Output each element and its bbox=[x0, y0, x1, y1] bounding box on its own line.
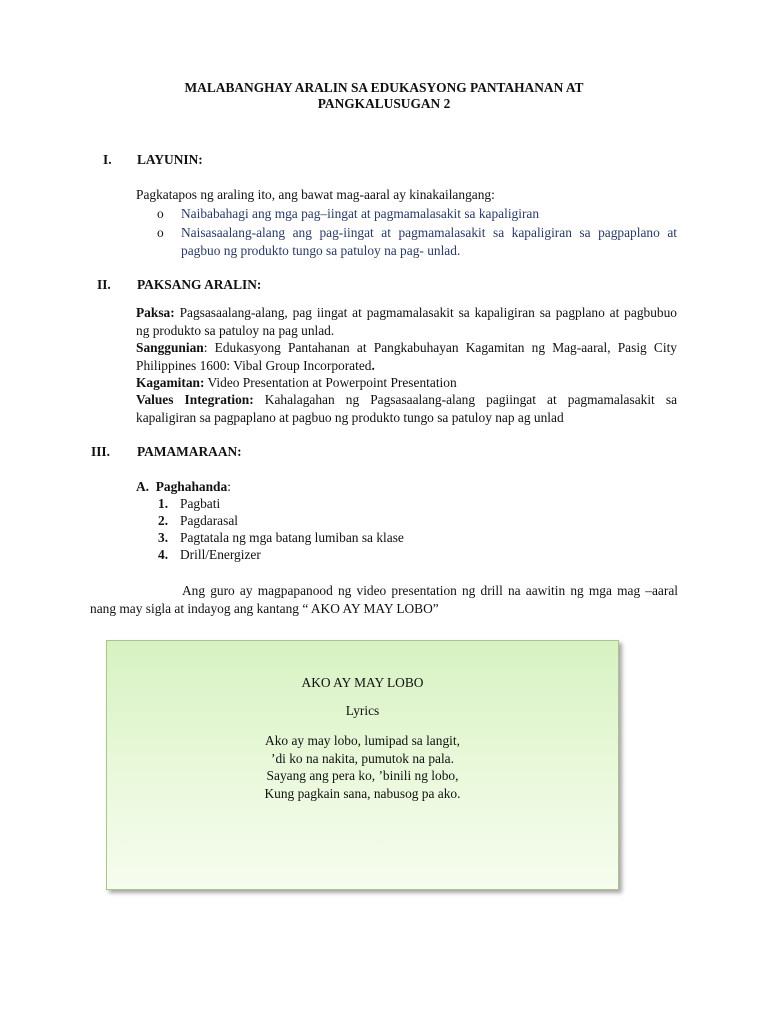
kagamitan-label: Kagamitan: bbox=[136, 375, 205, 390]
section-number: III. bbox=[91, 444, 110, 459]
document-title bbox=[0, 80, 768, 112]
values-entry bbox=[136, 391, 677, 426]
bullet-text: Naisasaalang-alang ang pag-iingat at pagmamalasakit sa kapaligiran sa pagpaplano at pagbuo ng produkto tungo sa patuloy na pag- unlad. bbox=[181, 225, 677, 258]
song-title: AKO AY MAY LOBO bbox=[301, 675, 424, 690]
bullet-text: Naibabahagi ang mga pag–iingat at pagmamalasakit sa kapaligiran bbox=[181, 206, 540, 221]
bullet-marker: o bbox=[157, 206, 164, 221]
list-text: Pagbati bbox=[180, 496, 221, 511]
lyric-line: ’di ko na nakita, pumutok na pala. bbox=[271, 750, 454, 766]
subsection-paghahanda bbox=[136, 478, 231, 496]
pamamaraan-intro: Ang guro ay magpapanood ng video presentation ng drill na aawitin ng mga mag –aaral nang may sigla at indayog ang kantang “ AKO AY MAY LOBO” bbox=[90, 583, 678, 616]
list-number: 1. bbox=[158, 496, 169, 511]
lyric-line: Sayang ang pera ko, ’binili ng lobo, bbox=[266, 768, 459, 783]
paksa-label: Paksa: bbox=[136, 305, 175, 320]
title-line-1: MALABANGHAY ARALIN SA EDUKASYONG PANTAHANAN AT bbox=[184, 80, 584, 95]
values-text: Kahalagahan ng Pagsasaalang-alang pagiingat at pagmamalasakit sa kapaligiran sa pagpaplano at pagbuo ng produkto tungo sa patuloy nap ag unlad bbox=[136, 392, 678, 425]
list-text: Pagdarasal bbox=[180, 513, 239, 528]
lyric-line: Ako ay may lobo, lumipad sa langit, bbox=[265, 733, 460, 748]
title-line-2: PANGKALUSUGAN 2 bbox=[317, 96, 451, 111]
section-title: PAKSANG ARALIN: bbox=[137, 277, 262, 292]
subsection-letter: A. bbox=[136, 479, 150, 494]
list-number: 2. bbox=[158, 513, 169, 528]
kagamitan-entry bbox=[136, 374, 677, 392]
section-title: LAYUNIN: bbox=[137, 152, 203, 167]
list-number: 4. bbox=[158, 547, 169, 562]
sanggunian-entry bbox=[136, 339, 677, 374]
lyrics-lines bbox=[107, 732, 618, 802]
subsection-colon: : bbox=[227, 479, 231, 494]
values-label: Values Integration: bbox=[136, 392, 254, 407]
section-number: I. bbox=[103, 152, 112, 167]
subsection-title: Paghahanda bbox=[155, 479, 228, 494]
list-number: 3. bbox=[158, 530, 169, 545]
paksa-text: Pagsasaalang-alang, pag iingat at pagmamalasakit sa kapaligiran sa pagplano at pagbubuo ng produkto sa patuloy na pag unlad. bbox=[136, 305, 677, 338]
sanggunian-text: : Edukasyong Pantahanan at Pangkabuhayan Kagamitan ng Mag-aaral, Pasig City Philippines 1600: Vibal Group Incorporated bbox=[136, 340, 677, 373]
list-text: Drill/Energizer bbox=[180, 547, 261, 562]
paksa-entry bbox=[136, 304, 677, 339]
layunin-intro: Pagkatapos ng araling ito, ang bawat mag-aaral ay kinakailangang: bbox=[136, 187, 495, 202]
lyrics-subtitle: Lyrics bbox=[345, 703, 380, 718]
lyrics-box bbox=[106, 640, 619, 890]
kagamitan-text: Video Presentation at Powerpoint Presentation bbox=[204, 375, 457, 390]
bullet-marker: o bbox=[157, 225, 164, 240]
lyric-line: Kung pagkain sana, nabusog pa ako. bbox=[264, 785, 461, 801]
list-text: Pagtatala ng mga batang lumiban sa klase bbox=[180, 530, 404, 545]
sanggunian-end: . bbox=[371, 357, 375, 373]
section-title: PAMAMARAAN: bbox=[137, 444, 242, 459]
section-number: II. bbox=[97, 277, 111, 292]
sanggunian-label: Sanggunian bbox=[136, 340, 204, 355]
